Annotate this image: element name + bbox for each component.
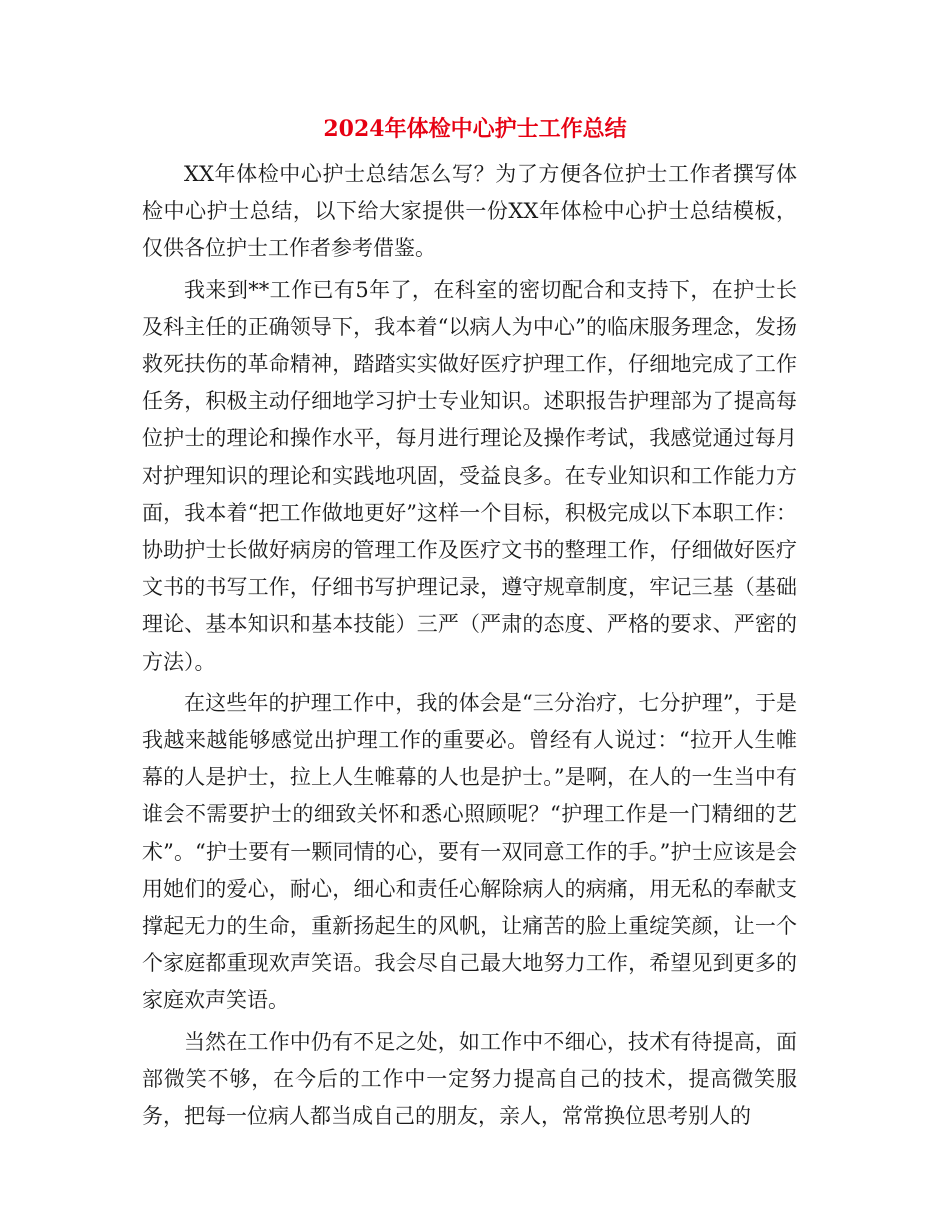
paragraph-intro: XX年体检中心护士总结怎么写？为了方便各位护士工作者撰写体检中心护士总结，以下给大家提供一份XX年体检中心护士总结模板，仅供各位护士工作者参考借鉴。 [142,162,797,261]
document-title: 2024年体检中心护士工作总结 [323,116,627,142]
document-body [142,156,797,1139]
paragraph-reflection: 在这些年的护理工作中，我的体会是“三分治疗，七分护理”，于是我越来越能够感觉出护理工作的重要必。曾经有人说过：“拉开人生帷幕的人是护士，拉上人生帷幕的人也是护士。”是啊，在人的一生当中有谁会不需要护士的细致关怀和悉心照顾呢？“护理工作是一门精细的艺术”。“护士要有一颗同情的心，要有一双同意工作的手。”护士应该是会用她们的爱心，耐心，细心和责任心解除病人的病痛，用无私的奉献支撑起无力的生命，重新扬起生的风帆，让痛苦的脸上重绽笑颜，让一个个家庭都重现欢声笑语。我会尽自己最大地努力工作，希望见到更多的家庭欢声笑语。 [142,690,797,1013]
paragraph-work-experience: 我来到**工作已有5年了，在科室的密切配合和支持下，在护士长及科主任的正确领导下，我本着“以病人为中心”的临床服务理念，发扬救死扶伤的革命精神，踏踏实实做好医疗护理工作，仔细地完成了工作任务，积极主动仔细地学习护士专业知识。述职报告护理部为了提高每位护士的理论和操作水平，每月进行理论及操作考试，我感觉通过每月对护理知识的理论和实践地巩固，受益良多。在专业知识和工作能力方面，我本着“把工作做地更好”这样一个目标，积极完成以下本职工作：协助护士长做好病房的管理工作及医疗文书的整理工作，仔细做好医疗文书的书写工作，仔细书写护理记录，遵守规章制度，牢记三基（基础理论、基本知识和基本技能）三严（严肃的态度、严格的要求、严密的方法）。 [142,277,797,674]
paragraph-shortcomings: 当然在工作中仍有不足之处，如工作中不细心，技术有待提高，面部微笑不够，在今后的工作中一定努力提高自己的技术，提高微笑服务，把每一位病人都当成自己的朋友，亲人，常常换位思考别人的 [142,1029,797,1129]
